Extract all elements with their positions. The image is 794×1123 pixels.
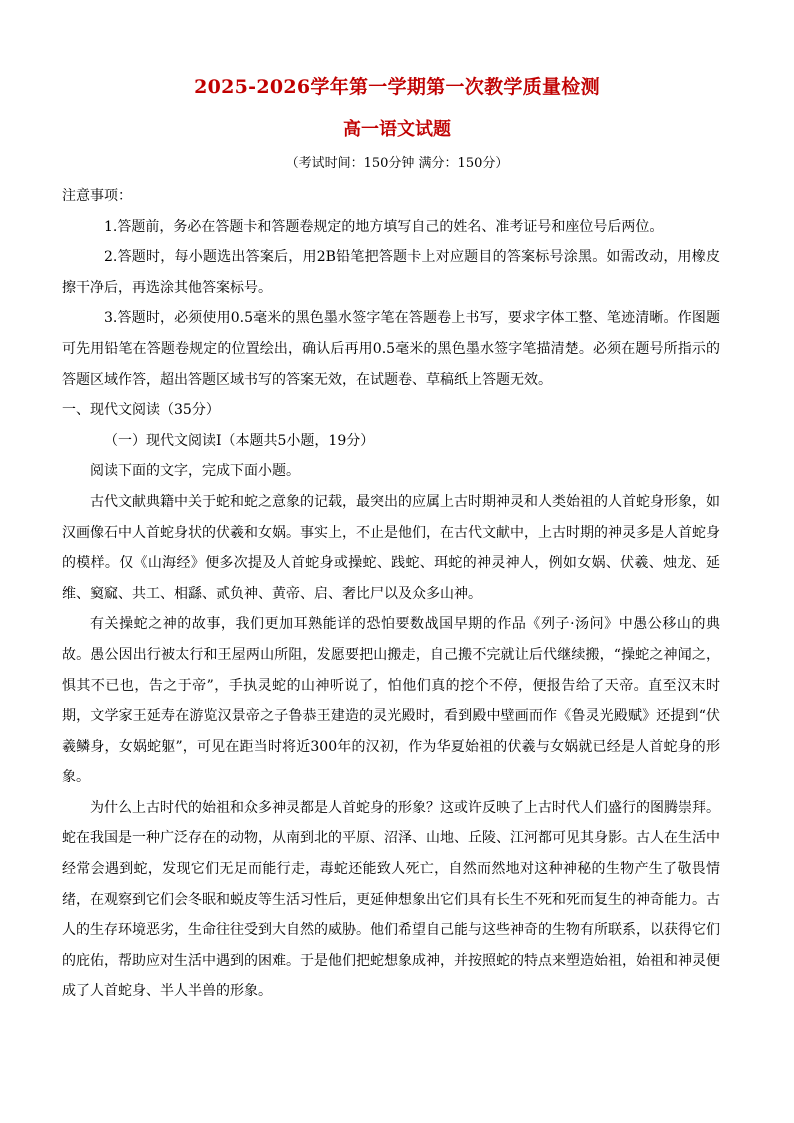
exam-content	[62, 181, 720, 1007]
exam-subtitle: 高一语文试题	[343, 119, 451, 140]
reading-instruction: 阅读下面的文字，完成下面小题。	[90, 463, 300, 480]
notice-item-1: 1.答题前，务必在答题卡和答题卷规定的地方填写自己的姓名、准考证号和座位号后两位。	[104, 218, 664, 235]
notice-heading: 注意事项：	[62, 188, 132, 204]
passage-paragraph-2: 有关操蛇之神的故事，我们更加耳熟能详的恐怕要数战国早期的作品《列子·汤问》中愚公移山的典故。愚公因出行被太行和王屋两山所阻，发愿要把山搬走，自己搬不完就让后代继续搬，“操蛇之神闻之，惧其不已也，告之于帝”，手执灵蛇的山神听说了，怕他们真的挖个不停，便报告给了天帝。直至汉末时期，文学家王延寿在游览汉景帝之子鲁恭王建造的灵光殿时，看到殿中壁画而作《鲁灵光殿赋》还提到“伏羲鳞身，女娲蛇躯”，可见在距当时将近300年的汉初，作为华夏始祖的伏羲与女娲就已经是人首蛇身的形象。	[62, 616, 720, 786]
notice-item-2: 2.答题时，每小题选出答案后，用2B铅笔把答题卡上对应题目的答案标号涂黑。如需改动，用橡皮擦干净后，再选涂其他答案标号。	[62, 249, 720, 296]
exam-info: （考试时间：150分钟 满分：150分）	[285, 156, 509, 171]
exam-title: 2025-2026学年第一学期第一次教学质量检测	[194, 76, 600, 98]
passage-paragraph-1: 古代文献典籍中关于蛇和蛇之意象的记载，最突出的应属上古时期神灵和人类始祖的人首蛇身形象，如汉画像石中人首蛇身状的伏羲和女娲。事实上，不止是他们，在古代文献中，上古时期的神灵多是人首蛇身的模样。仅《山海经》便多次提及人首蛇身或操蛇、践蛇、珥蛇的神灵神人，例如女娲、伏羲、烛龙、延维、窫窳、共工、相繇、贰负神、黄帝、启、奢比尸以及众多山神。	[62, 493, 720, 602]
notice-item-3: 3.答题时，必须使用0.5毫米的黑色墨水签字笔在答题卷上书写，要求字体工整、笔迹清晰。作图题可先用铅笔在答题卷规定的位置绘出，确认后再用0.5毫米的黑色墨水签字笔描清楚。必须在题号所指示的答题区域作答，超出答题区域书写的答案无效，在试题卷、草稿纸上答题无效。	[62, 310, 720, 388]
section-subheading: （一）现代文阅读Ⅰ（本题共5小题，19分）	[104, 432, 375, 449]
section-heading: 一、现代文阅读（35分）	[62, 402, 220, 419]
passage-paragraph-3: 为什么上古时代的始祖和众多神灵都是人首蛇身的形象？这或许反映了上古时代人们盛行的图腾崇拜。蛇在我国是一种广泛存在的动物，从南到北的平原、沼泽、山地、丘陵、江河都可见其身影。古人在生活中经常会遇到蛇，发现它们无足而能行走，毒蛇还能致人死亡，自然而然地对这种神秘的生物产生了敬畏情绪，在观察到它们会冬眠和蜕皮等生活习性后，更延伸想象出它们具有长生不死和死而复生的神奇能力。古人的生存环境恶劣，生命往往受到大自然的威胁。他们希望自己能与这些神奇的生物有所联系，以获得它们的庇佑，帮助应对生活中遇到的困难。于是他们把蛇想象成神，并按照蛇的特点来塑造始祖，始祖和神灵便成了人首蛇身、半人半兽的形象。	[62, 799, 720, 1000]
